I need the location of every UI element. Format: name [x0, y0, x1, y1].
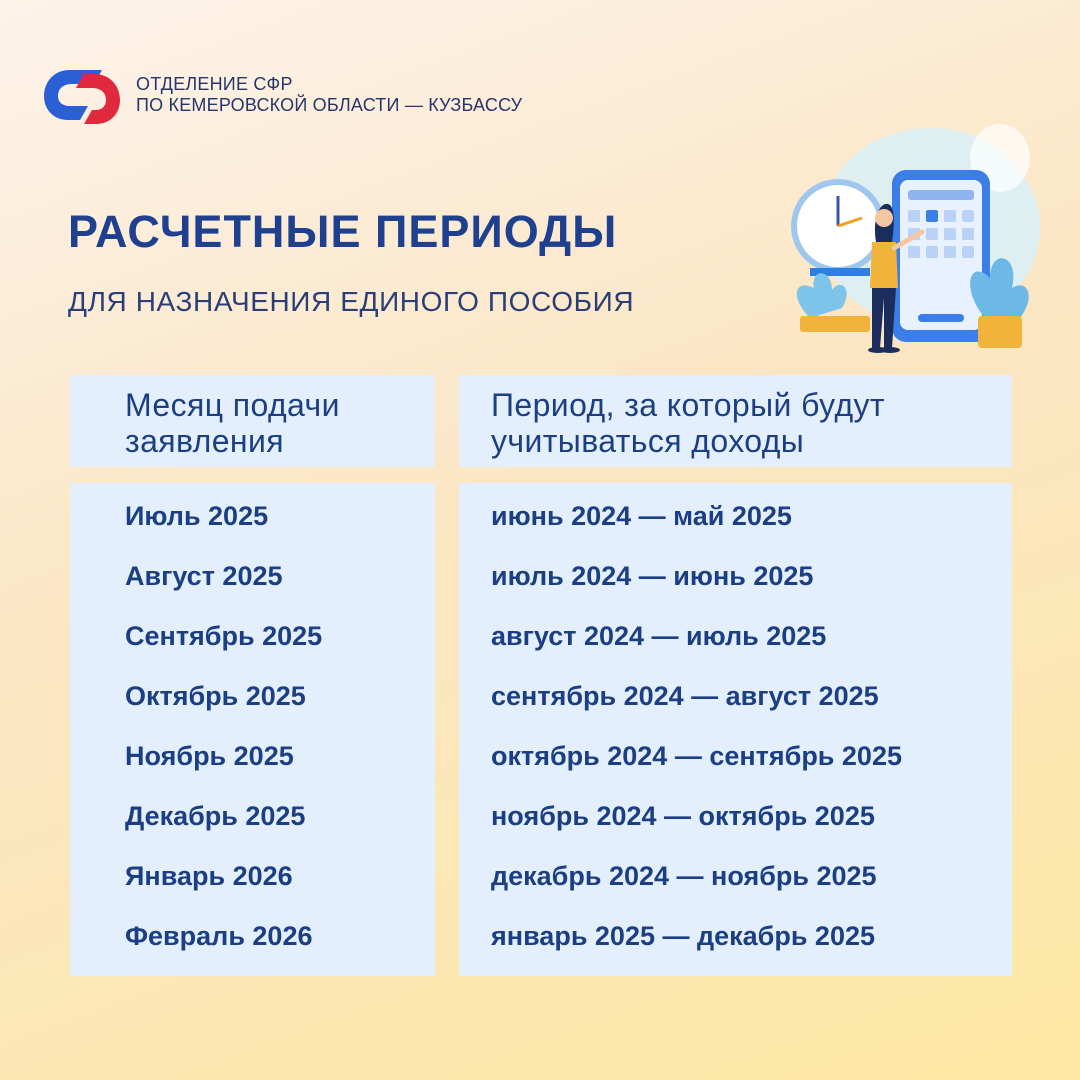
- month-cell: Июль 2025: [125, 501, 269, 531]
- header-month: [125, 387, 340, 459]
- month-column-panel: [70, 483, 435, 976]
- month-cell: Октябрь 2025: [125, 681, 306, 711]
- org-name: [136, 74, 522, 116]
- header-period: [491, 387, 885, 459]
- header-month-panel: [70, 375, 435, 467]
- period-list: [491, 501, 902, 981]
- period-cell: сентябрь 2024 — август 2025: [491, 681, 879, 711]
- header-period-line1: Период, за который будут: [491, 387, 885, 423]
- month-cell: Август 2025: [125, 561, 283, 591]
- header-month-line1: Месяц подачи: [125, 387, 340, 423]
- month-cell: Февраль 2026: [125, 921, 313, 951]
- header-period-panel: [459, 375, 1012, 467]
- period-column-panel: [459, 483, 1012, 976]
- page-title: РАСЧЕТНЫЕ ПЕРИОДЫ: [68, 206, 618, 257]
- month-cell: Сентябрь 2025: [125, 621, 323, 651]
- header-month-line2: заявления: [125, 423, 285, 459]
- org-name-line2: ПО КЕМЕРОВСКОЙ ОБЛАСТИ — КУЗБАССУ: [136, 95, 523, 115]
- period-cell: октябрь 2024 — сентябрь 2025: [491, 741, 902, 771]
- month-list: [125, 501, 322, 981]
- period-cell: январь 2025 — декабрь 2025: [491, 921, 875, 951]
- header-period-line2: учитываться доходы: [491, 423, 805, 459]
- period-cell: июль 2024 — июнь 2025: [491, 561, 814, 591]
- period-cell: декабрь 2024 — ноябрь 2025: [491, 861, 877, 891]
- month-cell: Декабрь 2025: [125, 801, 306, 831]
- period-cell: ноябрь 2024 — октябрь 2025: [491, 801, 875, 831]
- page-subtitle: ДЛЯ НАЗНАЧЕНИЯ ЕДИНОГО ПОСОБИЯ: [68, 286, 635, 317]
- period-cell: июнь 2024 — май 2025: [491, 501, 792, 531]
- period-cell: август 2024 — июль 2025: [491, 621, 827, 651]
- month-cell: Январь 2026: [125, 861, 293, 891]
- month-cell: Ноябрь 2025: [125, 741, 294, 771]
- org-name-line1: ОТДЕЛЕНИЕ СФР: [136, 74, 293, 94]
- sfr-logo-icon: [40, 62, 124, 132]
- woman-calendar-clock-illustration-icon: [780, 118, 1040, 368]
